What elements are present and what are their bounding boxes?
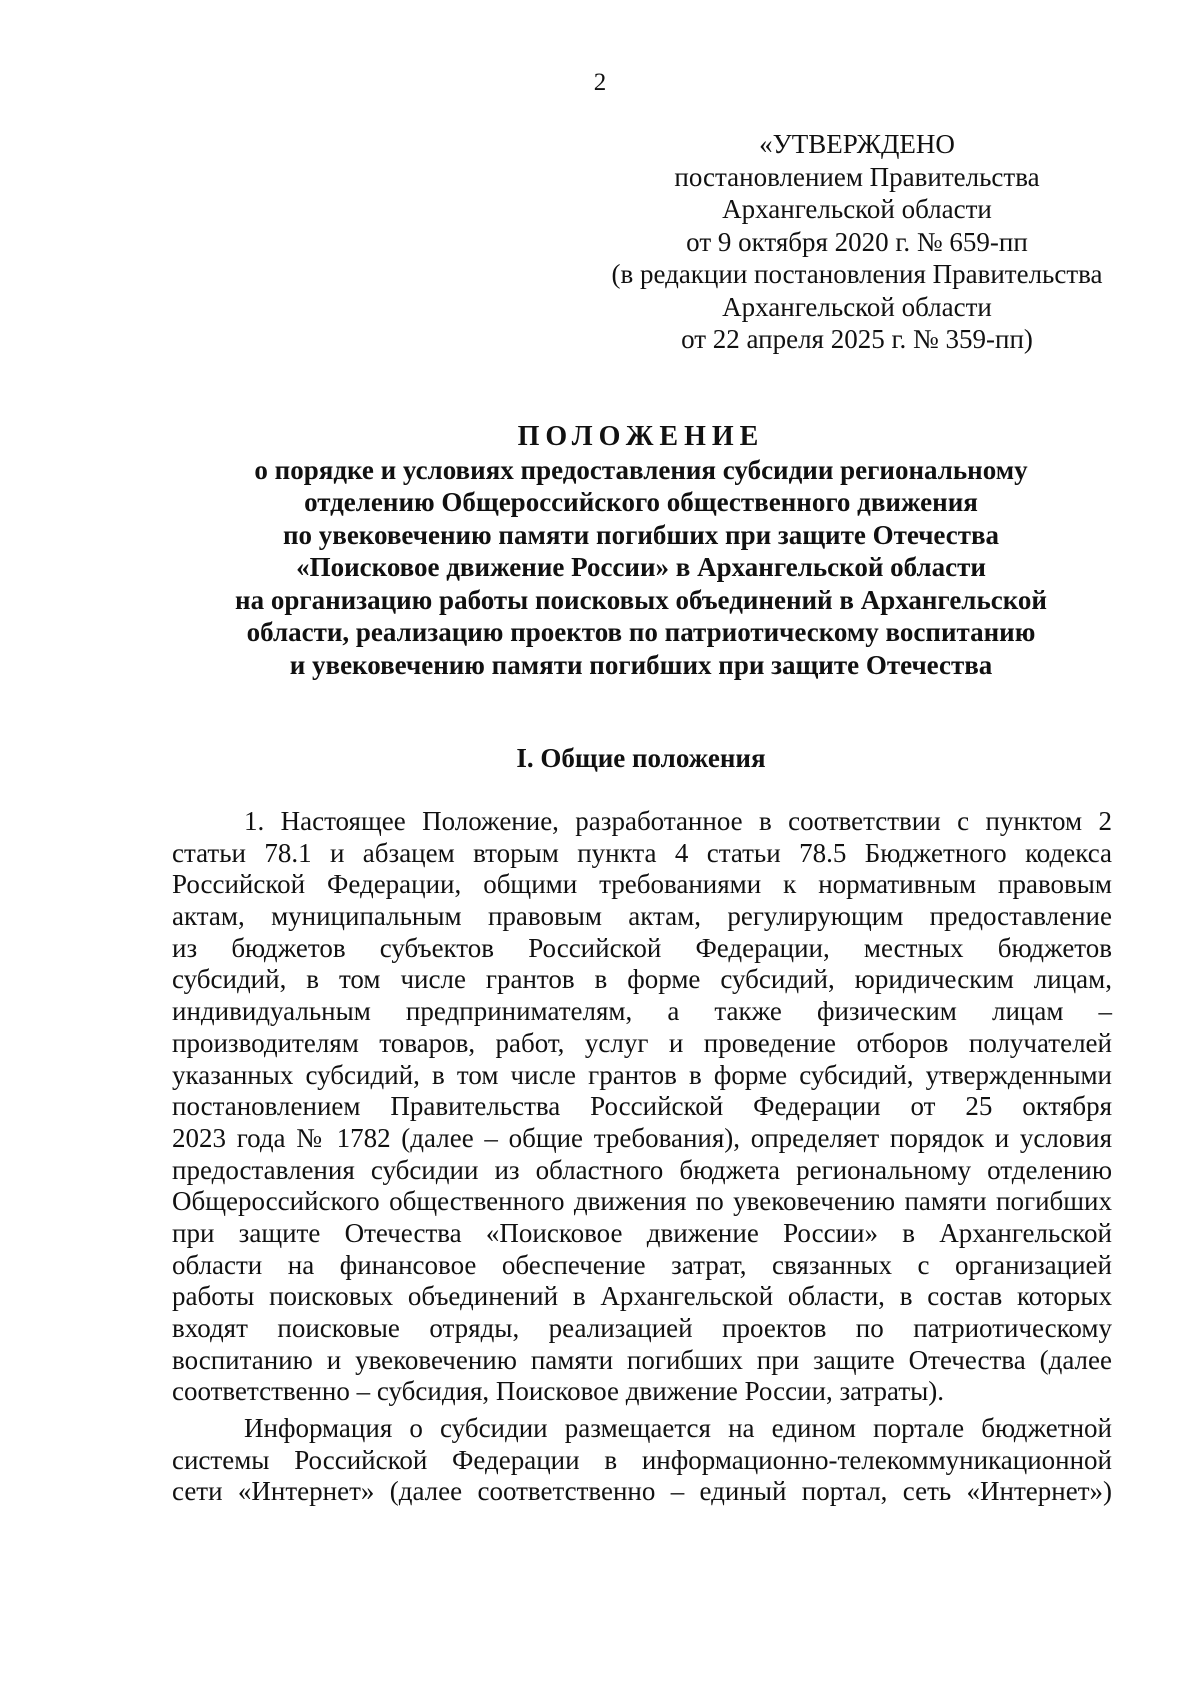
paragraph-line: сети «Интернет» (далее соответственно – единый портал, сеть «Интернет») [172, 1476, 1112, 1507]
paragraph-line: области на финансовое обеспечение затрат, связанных с организацией [172, 1249, 1112, 1280]
approval-line: Архангельской области [722, 291, 992, 322]
paragraph-line: постановлением Правительства Российской Федерации от 25 октября [172, 1091, 1112, 1122]
paragraph-line: индивидуальным предпринимателям, а также физическим лицам – [172, 996, 1112, 1027]
approval-line: Архангельской области [722, 194, 992, 224]
paragraph [172, 1413, 1112, 1508]
title-line: отделению Общероссийского общественного движения [304, 487, 978, 517]
paragraph-line: системы Российской Федерации в информационно-телекоммуникационной [172, 1444, 1112, 1475]
paragraph-line: 1. Настоящее Положение, разработанное в соответствии с пунктом 2 [244, 806, 1112, 836]
document-title [160, 421, 1122, 681]
approval-stamp [592, 128, 1122, 356]
body-text [172, 806, 1112, 1508]
title-line: на организацию работы поисковых объединений в Архангельской [235, 584, 1047, 615]
paragraph-line: статьи 78.1 и абзацем вторым пункта 4 статьи 78.5 Бюджетного кодекса [172, 837, 1112, 868]
paragraph-line: субсидий, в том числе грантов в форме субсидий, юридическим лицам, [172, 964, 1112, 995]
approval-line: от 22 апреля 2025 г. № 359-пп) [681, 324, 1033, 354]
title-line: по увековечению памяти погибших при защите Отечества [282, 519, 1000, 550]
paragraph-line: при защите Отечества «Поисковое движение России» в Архангельской [172, 1217, 1112, 1248]
paragraph-line: 2023 года № 1782 (далее – общие требования), определяет порядок и условия [172, 1122, 1112, 1153]
paragraph-line: Общероссийского общественного движения по увековечению памяти погибших [172, 1186, 1112, 1217]
paragraph-line: работы поисковых объединений в Архангельской области, в состав которых [172, 1281, 1112, 1312]
paragraph-line: входят поисковые отряды, реализацией проектов по патриотическому [172, 1313, 1112, 1343]
page-number: 2 [593, 69, 607, 96]
paragraph-line: предоставления субсидии из областного бюджета региональному отделению [172, 1154, 1112, 1185]
paragraph [172, 806, 1112, 1408]
paragraph-line: Информация о субсидии размещается на едином портале бюджетной [244, 1413, 1112, 1444]
paragraph-line: из бюджетов субъектов Российской Федерации, местных бюджетов [172, 932, 1112, 963]
title-line: и увековечению памяти погибших при защите Отечества [289, 649, 993, 680]
title-heading: ПОЛОЖЕНИЕ [517, 421, 765, 452]
title-line: о порядке и условиях предоставления субсидии региональному [254, 454, 1028, 485]
approval-line: «УТВЕРЖДЕНО [759, 129, 955, 159]
paragraph-line: Российской Федерации, общими требованиями к нормативным правовым [172, 869, 1112, 900]
paragraph-line: соответственно – субсидия, Поисковое движение России, затраты). [172, 1376, 945, 1407]
approval-line: постановлением Правительства [674, 161, 1040, 192]
paragraph-line: указанных субсидий, в том числе грантов в форме субсидий, утвержденными [172, 1059, 1112, 1090]
approval-line: (в редакции постановления Правительства [611, 259, 1103, 289]
title-line: области, реализацию проектов по патриотическому воспитанию [246, 617, 1036, 647]
title-line: «Поисковое движение России» в Архангельской области [296, 552, 986, 582]
section-heading: I. Общие положения [516, 743, 766, 773]
paragraph-line: актам, муниципальным правовым актам, регулирующим предоставление [172, 901, 1112, 932]
paragraph-line: производителям товаров, работ, услуг и проведение отборов получателей [172, 1027, 1112, 1058]
approval-line: от 9 октября 2020 г. № 659-пп [686, 226, 1028, 257]
paragraph-line: воспитанию и увековечению памяти погибших при защите Отечества (далее [172, 1344, 1112, 1375]
